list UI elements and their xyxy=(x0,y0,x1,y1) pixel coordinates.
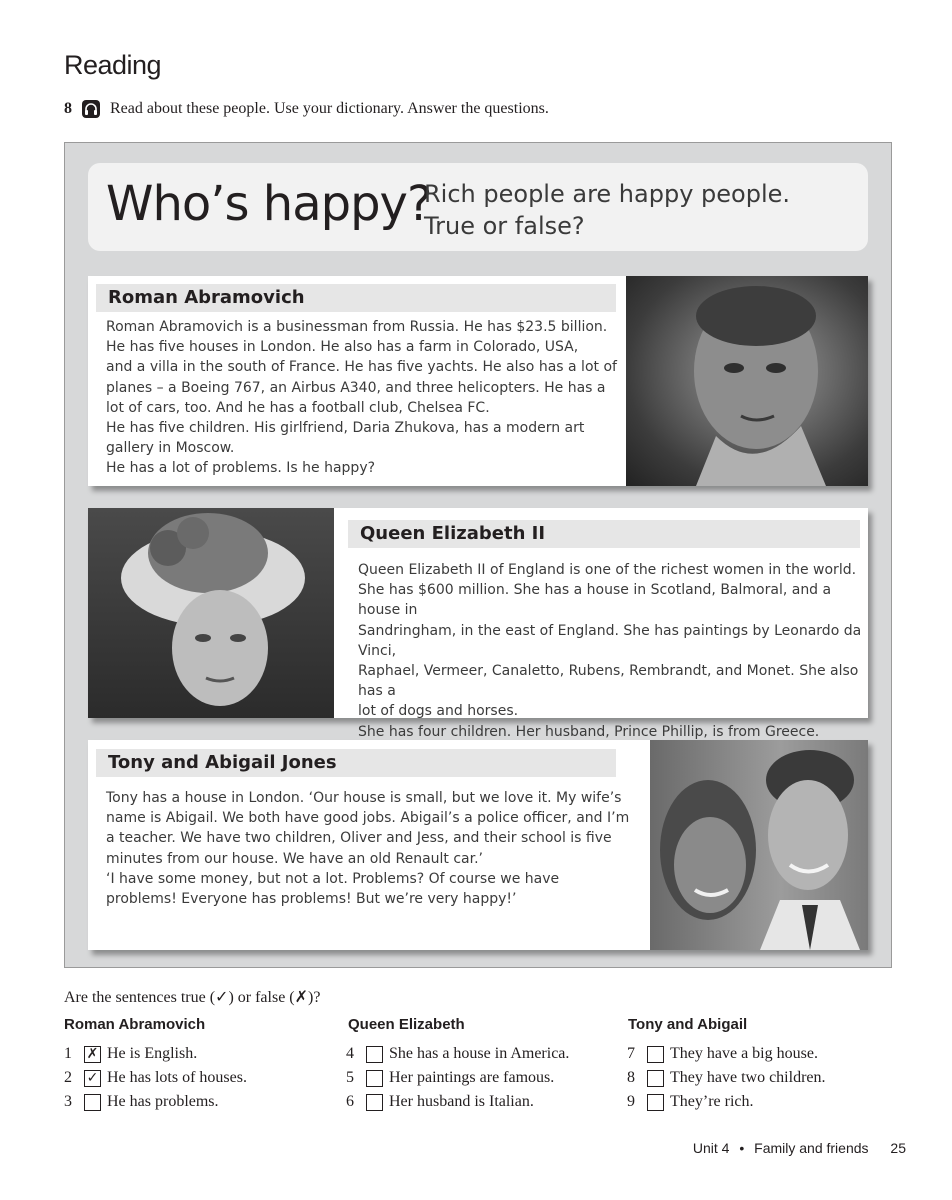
question-number: 5 xyxy=(346,1069,354,1086)
photo-tony-abigail xyxy=(650,740,868,950)
answer-checkbox[interactable] xyxy=(366,1070,383,1087)
answer-checkbox[interactable] xyxy=(366,1094,383,1111)
question-row xyxy=(346,1091,534,1113)
footer-topic: Family and friends xyxy=(754,1140,869,1156)
answer-checkbox[interactable]: ✗ xyxy=(84,1046,101,1063)
exercise-number: 8 xyxy=(64,100,72,117)
column-heading: Queen Elizabeth xyxy=(348,1016,465,1033)
question-number: 2 xyxy=(64,1069,72,1086)
question-number: 4 xyxy=(346,1045,354,1062)
instruction-text: Read about these people. Use your dictionary. Answer the questions. xyxy=(110,100,549,117)
card-text: Roman Abramovich is a businessman from Russia. He has $23.5 billion. He has five houses in London. He also has a farm in Colorado, USA, and a villa in the south of France. He has five yachts. He also has a lot of planes – a Boeing 767, an Airbus A340, and three helicopters. He has a lot of cars, too. And he has a football club, Chelsea FC. He has five children. His girlfriend, Daria Zhukova, has a modern art gallery in Moscow. He has a lot of problems. Is he happy? xyxy=(106,319,617,477)
question-number: 3 xyxy=(64,1093,72,1110)
audio-icon[interactable] xyxy=(82,100,100,118)
question-row xyxy=(627,1067,826,1089)
card-heading: Queen Elizabeth II xyxy=(348,520,860,548)
question-row xyxy=(346,1043,569,1065)
footer-unit: Unit 4 xyxy=(692,1140,730,1156)
card-text: Queen Elizabeth II of England is one of the richest women in the world. She has $600 million. She has a house in Scotland, Balmoral, and a house in Sandringham, in the east of England. She has paintings by Leonardo da Vinci, Raphael, Vermeer, Canaletto, Rubens, Rembrandt, and Monet. She also has a lot of dogs and horses. She has four children. Her husband, Prince Phillip, is from Greece. xyxy=(358,562,862,740)
card-heading: Tony and Abigail Jones xyxy=(96,749,616,777)
subtitle-line-1: Rich people are happy people. xyxy=(424,180,790,208)
instruction xyxy=(64,100,549,118)
subtitle-line-2: True or false? xyxy=(424,212,585,240)
question-text: They’re rich. xyxy=(670,1093,754,1110)
question-number: 8 xyxy=(627,1069,635,1086)
question-number: 1 xyxy=(64,1045,72,1062)
answer-checkbox[interactable] xyxy=(647,1046,664,1063)
question-text: Her paintings are famous. xyxy=(389,1069,555,1086)
answer-checkbox[interactable] xyxy=(647,1070,664,1087)
question-row xyxy=(64,1091,219,1113)
article-title: Who’s happy? xyxy=(106,176,432,232)
answer-checkbox[interactable] xyxy=(84,1094,101,1111)
page-number: 25 xyxy=(890,1140,906,1156)
page-footer xyxy=(693,1140,906,1156)
question-text: They have a big house. xyxy=(670,1045,818,1062)
answer-checkbox[interactable] xyxy=(647,1094,664,1111)
question-row xyxy=(64,1043,197,1065)
question-row xyxy=(346,1067,554,1089)
question-number: 6 xyxy=(346,1093,354,1110)
questions-intro: Are the sentences true (✓) or false (✗)? xyxy=(64,989,321,1006)
question-text: He is English. xyxy=(107,1045,198,1062)
question-row xyxy=(627,1091,754,1113)
question-number: 9 xyxy=(627,1093,635,1110)
column-heading: Tony and Abigail xyxy=(628,1016,748,1033)
question-text: Her husband is Italian. xyxy=(389,1093,534,1110)
photo-queen-elizabeth xyxy=(88,508,334,718)
question-row xyxy=(64,1067,247,1089)
question-text: She has a house in America. xyxy=(389,1045,570,1062)
photo-roman-abramovich xyxy=(626,276,868,486)
article-subtitle xyxy=(424,178,790,242)
question-text: He has problems. xyxy=(107,1093,219,1110)
answer-checkbox[interactable] xyxy=(366,1046,383,1063)
card-text: Tony has a house in London. ‘Our house is small, but we love it. My wife’s name is Abigail. We both have good jobs. Abigail’s a police officer, and I’m a teacher. We have two children, Oliver and Jess, and their school is five minutes from our house. We have an old Renault car.’ ‘I have some money, but not a lot. Problems? Of course we have problems! Everyone has problems! But we’re very happy!’ xyxy=(106,790,630,908)
card-heading: Roman Abramovich xyxy=(96,284,616,312)
question-row xyxy=(627,1043,818,1065)
question-number: 7 xyxy=(627,1045,635,1062)
section-title: Reading xyxy=(64,50,162,80)
question-text: They have two children. xyxy=(670,1069,826,1086)
footer-bullet: • xyxy=(739,1140,745,1156)
question-text: He has lots of houses. xyxy=(107,1069,247,1086)
column-heading: Roman Abramovich xyxy=(64,1016,206,1033)
answer-checkbox[interactable]: ✓ xyxy=(84,1070,101,1087)
